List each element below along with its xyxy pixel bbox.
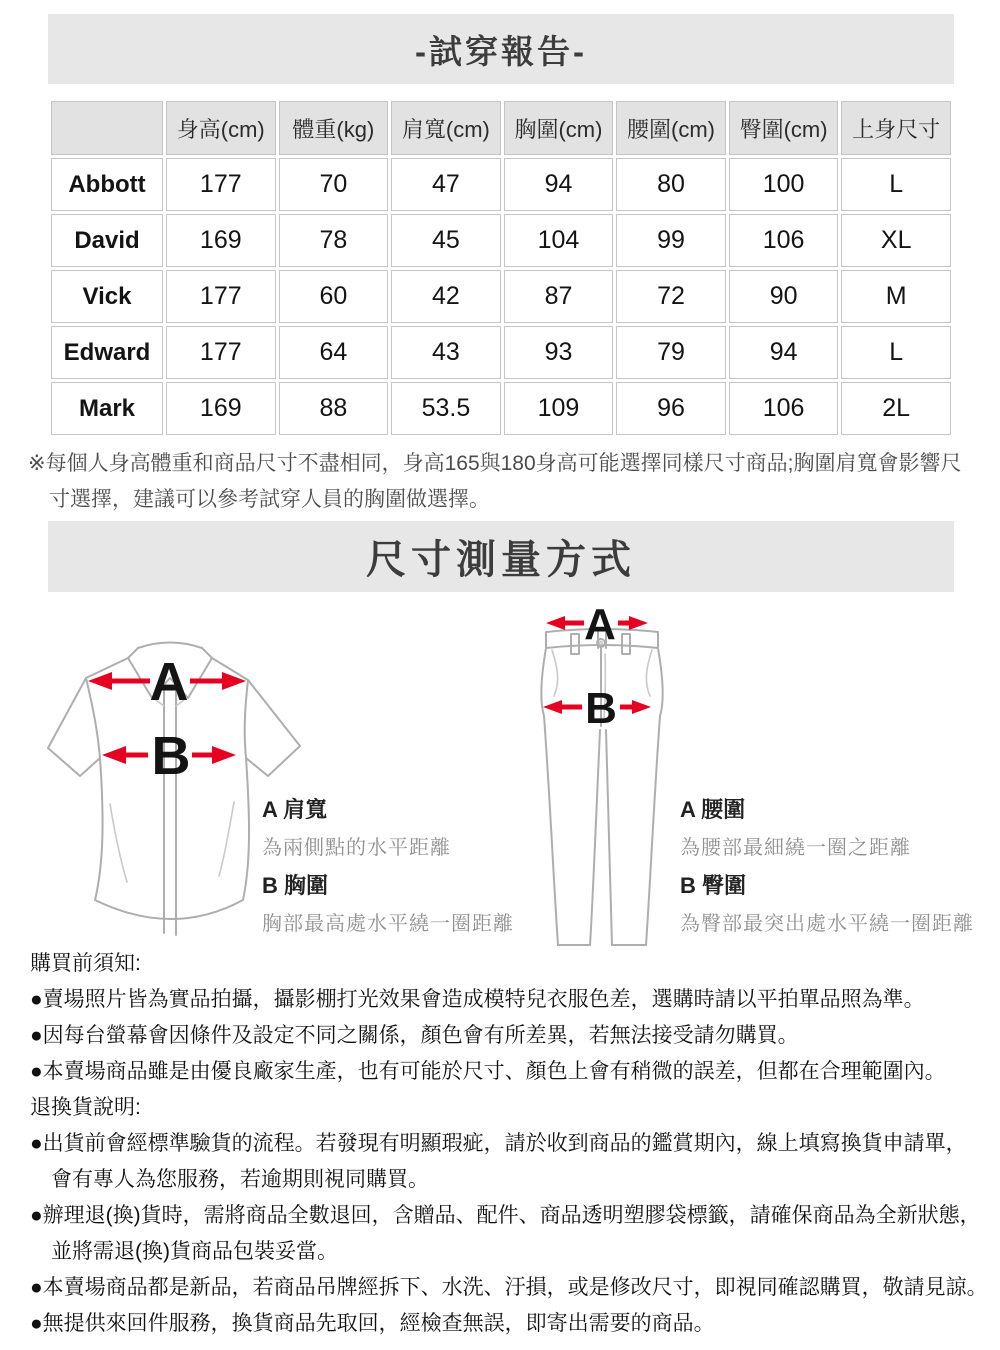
return-policy-item-cont: 並將需退(換)貨商品包裝妥當。	[51, 1240, 338, 1263]
shirt-legend	[262, 791, 514, 943]
return-policy-item-cont: 會有專人為您服務，若逾期則視同購買。	[51, 1168, 429, 1191]
shirt-arrow-a-letter: A	[149, 652, 189, 712]
table-row: Edward 177 64 43 93 79 94 L	[51, 326, 951, 379]
waist-girth-title: A 腰圍	[680, 797, 746, 822]
shoulder-width-desc: 為兩側點的水平距離	[262, 837, 451, 859]
table-header-row	[51, 101, 951, 155]
purchase-notice-title: 購買前須知:	[30, 952, 141, 975]
table-row: Mark 169 88 53.5 109 96 106 2L	[51, 382, 951, 435]
pants-arrow-a-letter: A	[584, 600, 616, 649]
col-size: 上身尺寸	[841, 101, 951, 155]
table-row: David 169 78 45 104 99 106 XL	[51, 214, 951, 267]
pants-legend	[680, 791, 974, 943]
return-policy-title: 退換貨說明:	[30, 1096, 141, 1119]
sizing-note	[28, 446, 978, 518]
table-row: Abbott 177 70 47 94 80 100 L	[51, 158, 951, 211]
shirt-arrow-b-letter: B	[151, 726, 191, 786]
model-name: Edward	[51, 326, 163, 379]
shoulder-width-title: A 肩寬	[262, 797, 328, 822]
return-policy-item: ●辦理退(換)貨時，需將商品全數退回，含贈品、配件、商品透明塑膠袋標籤，請確保商品為全新狀態，	[30, 1204, 981, 1227]
waist-girth-desc: 為腰部最細繞一圈之距離	[680, 837, 911, 859]
col-shoulder: 肩寬(cm)	[391, 101, 501, 155]
pants-outline	[541, 629, 663, 945]
fitting-table	[48, 98, 954, 438]
purchase-notice-item: ●賣場照片皆為實品拍攝，攝影棚打光效果會造成模特兒衣服色差，選購時請以平拍單品照為準。	[30, 988, 925, 1011]
chest-girth-desc: 胸部最高處水平繞一圈距離	[262, 913, 514, 935]
notices	[30, 946, 988, 1342]
hip-girth-desc: 為臀部最突出處水平繞一圈距離	[680, 913, 974, 935]
measurement-method-header: 尺寸測量方式	[48, 521, 954, 592]
return-policy-item: ●無提供來回件服務，換貨商品先取回，經檢查無誤，即寄出需要的商品。	[30, 1312, 715, 1335]
sizing-note-line2: 寸選擇，建議可以參考試穿人員的胸圍做選擇。	[49, 488, 490, 511]
model-name: Vick	[51, 270, 163, 323]
col-height: 身高(cm)	[166, 101, 276, 155]
col-hip: 臀圍(cm)	[729, 101, 839, 155]
model-name: David	[51, 214, 163, 267]
model-name: Abbott	[51, 158, 163, 211]
col-waist: 腰圍(cm)	[616, 101, 726, 155]
model-name: Mark	[51, 382, 163, 435]
sizing-note-line1: ※每個人身高體重和商品尺寸不盡相同，身高165與180身高可能選擇同樣尺寸商品;胸圍肩寬會影響尺	[28, 452, 962, 475]
purchase-notice-item: ●本賣場商品雖是由優良廠家生產，也有可能於尺寸、顏色上會有稍微的誤差，但都在合理範圍內。	[30, 1060, 946, 1083]
table-corner-cell	[51, 101, 163, 155]
chest-girth-title: B 胸圍	[262, 873, 329, 898]
col-chest: 胸圍(cm)	[504, 101, 614, 155]
col-weight: 體重(kg)	[279, 101, 389, 155]
hip-girth-title: B 臀圍	[680, 873, 747, 898]
fitting-report-header: -試穿報告-	[48, 14, 954, 84]
purchase-notice-item: ●因每台螢幕會因條件及設定不同之關係，顏色會有所差異，若無法接受請勿購買。	[30, 1024, 799, 1047]
pants-arrow-b-letter: B	[585, 684, 617, 733]
return-policy-item: ●本賣場商品都是新品，若商品吊牌經拆下、水洗、汙損，或是修改尺寸，即視同確認購買，敬請見諒。	[30, 1276, 988, 1299]
table-row: Vick 177 60 42 87 72 90 M	[51, 270, 951, 323]
return-policy-item: ●出貨前會經標準驗貨的流程。若發現有明顯瑕疵，請於收到商品的鑑賞期內，線上填寫換貨申請單，	[30, 1132, 967, 1155]
